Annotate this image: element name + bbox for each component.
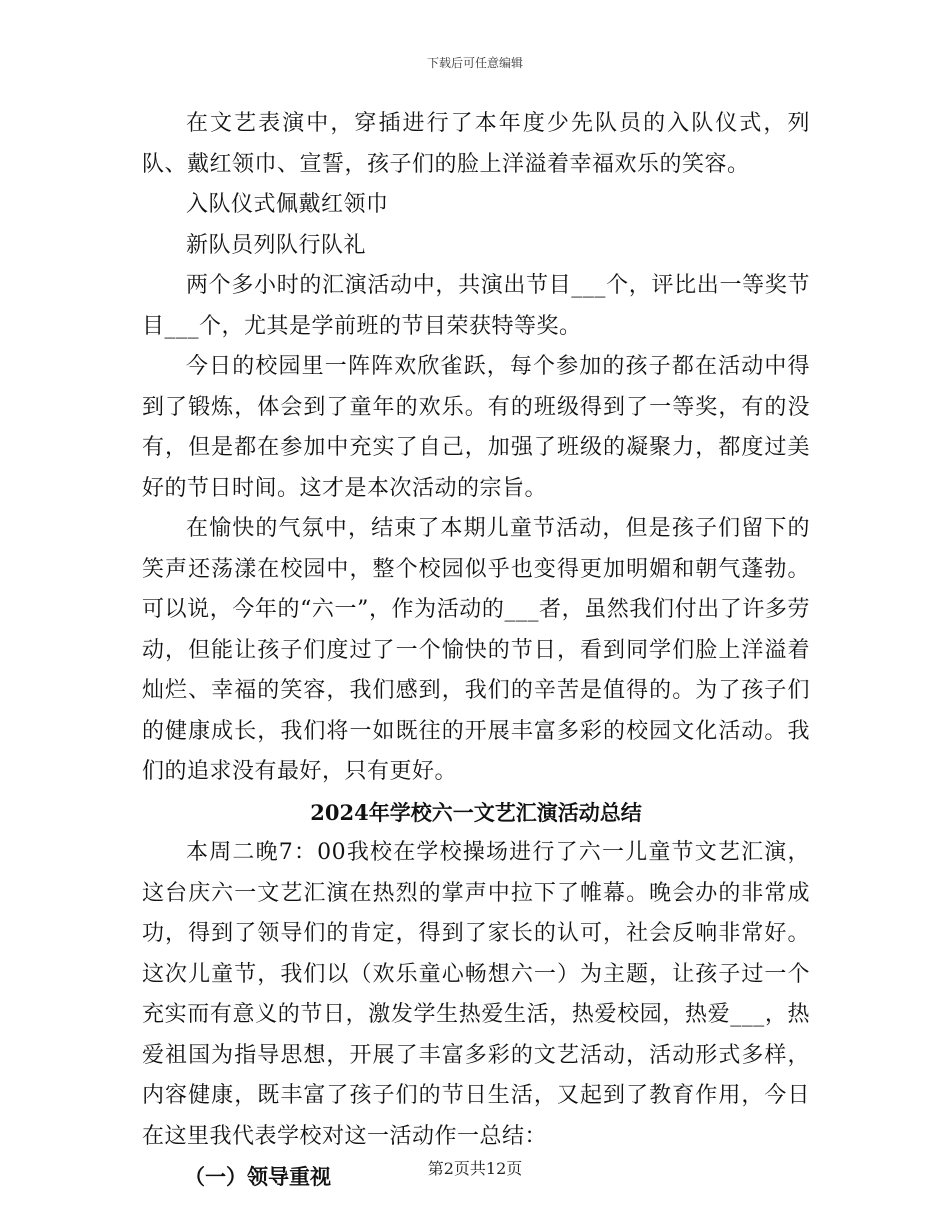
paragraph-summary-intro: 本周二晚7：00我校在学校操场进行了六一儿童节文艺汇演，这台庆六一文艺汇演在热烈的掌声中拉下了帷幕。晚会办的非常成功，得到了领导们的肯定，得到了家长的认可，社会反响非常好。这次儿童节，我们以（欢乐童心畅想六一）为主题，让孩子过一个充实而有意义的节日，激发学生热爱生活，热爱校园，热爱___，热爱祖国为指导思想，开展了丰富多彩的文艺活动，活动形式多样，内容健康，既丰富了孩子们的节日生活，又起到了教育作用，今日在这里我代表学校对这一活动作一总结：: [142, 840, 810, 1149]
section-title: 2024年学校六一文艺汇演活动总结: [310, 799, 642, 825]
paragraph-campus-joy: 今日的校园里一阵阵欢欣雀跃，每个参加的孩子都在活动中得到了锻炼，体会到了童年的欢乐。有的班级得到了一等奖，有的没有，但是都在参加中充实了自己，加强了班级的凝聚力，都度过美好的节日时间。这才是本次活动的宗旨。: [142, 354, 810, 501]
caption-salute: 新队员列队行队礼: [186, 232, 367, 258]
header-note: 下载后可任意编辑: [426, 56, 523, 70]
paragraph-conclusion: 在愉快的气氛中，结束了本期儿童节活动，但是孩子们留下的笑声还荡漾在校园中，整个校园似乎也变得更加明媚和朝气蓬勃。可以说，今年的“六一”，作为活动的___者，虽然我们付出了许多劳动，但能让孩子们度过了一个愉快的节日，看到同学们脸上洋溢着灿烂、幸福的笑容，我们感到，我们的辛苦是值得的。为了孩子们的健康成长，我们将一如既往的开展丰富多彩的校园文化活动。我们的追求没有最好，只有更好。: [142, 516, 810, 784]
paragraph-ceremony: 在文艺表演中，穿插进行了本年度少先队员的入队仪式，列队、戴红领巾、宣誓，孩子们的脸上洋溢着幸福欢乐的笑容。: [142, 111, 810, 177]
document-body: [142, 104, 810, 1198]
caption-red-scarf: 入队仪式佩戴红领巾: [186, 192, 389, 217]
subheading-leadership: （一）领导重视: [184, 1164, 331, 1189]
paragraph-performances: 两个多小时的汇演活动中，共演出节目___个，评比出一等奖节目___个，尤其是学前班的节目荣获特等奖。: [142, 273, 810, 339]
page-footer: 第2页共12页: [427, 1159, 523, 1178]
